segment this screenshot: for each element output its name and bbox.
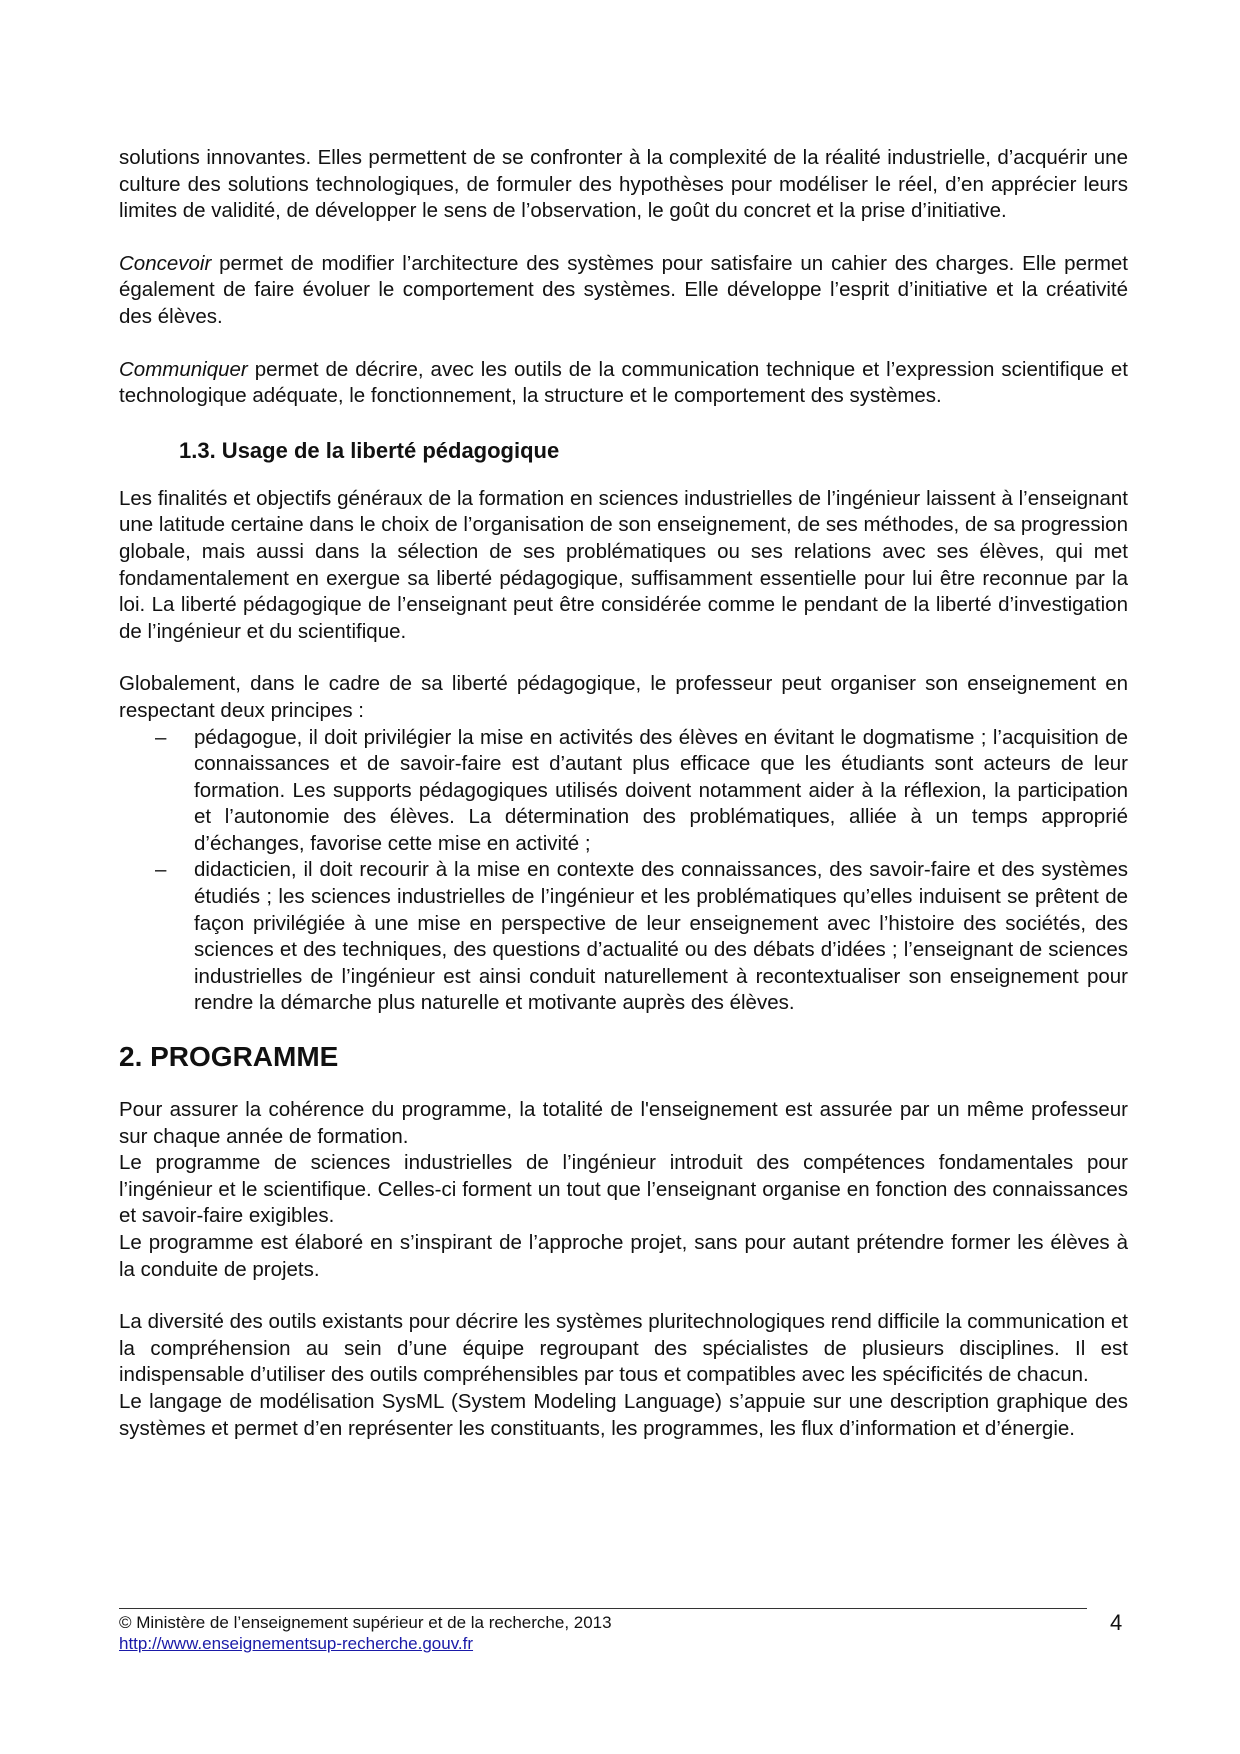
paragraph-concevoir [119,251,1128,331]
paragraph-sysml: Le langage de modélisation SysML (System Modeling Language) s’appuie sur une description graphique des systèmes et permet d’en représenter les constituants, les programmes, les flux d’information et d’énergie. [119,1389,1128,1440]
page-number: 4 [1110,1610,1123,1635]
footer-divider [119,1608,1087,1609]
paragraph-globalement: Globalement, dans le cadre de sa liberté pédagogique, le professeur peut organiser son enseignement en respectant deux principes : [119,672,1128,722]
paragraph-concevoir-text: permet de modifier l’architecture des systèmes pour satisfaire un cahier des charges. Elle permet également de faire évoluer le comportement des systèmes. Elle développe l’esprit d’initiative et la créativité des élèves. [119,251,1128,328]
paragraph-diversite: La diversité des outils existants pour décrire les systèmes pluritechnologiques rend difficile la communication et la compréhension au sein d’une équipe regroupant des spécialistes de plusieurs disciplines. Il est indispensable d’utiliser des outils compréhensibles par tous et compatibles avec les spécificités de chacun. [119,1310,1128,1387]
section-heading-1-3: 1.3. Usage de la liberté pédagogique [179,437,560,463]
footer-link[interactable]: http://www.enseignementsup-recherche.gouv.fr [119,1634,474,1653]
dash-bullet: – [155,858,167,882]
term-concevoir: Concevoir [119,251,212,275]
paragraph-coherence: Pour assurer la cohérence du programme, la totalité de l'enseignement est assurée par un même professeur sur chaque année de formation. [119,1098,1128,1148]
list-item [119,857,1128,1017]
principles-list [119,725,1128,1018]
term-communiquer: Communiquer [119,357,248,381]
paragraph-approche-projet: Le programme est élaboré en s’inspirant de l’approche projet, sans pour autant prétendre former les élèves à la conduite de projets. [119,1231,1128,1281]
footer-copyright: © Ministère de l’enseignement supérieur et de la recherche, 2013 [119,1613,612,1632]
page-body [119,145,1128,1442]
list-item-text: didacticien, il doit recourir à la mise en contexte des connaissances, des savoir-faire et des systèmes étudiés ; les sciences industrielles de l’ingénieur et les problématiques qu’elles induisent se prêtent de façon privilégiée à une mise en perspective de leur enseignement avec l’histoire des sociétés, des sciences et des techniques, des questions d’actualité ou des débats d’idées ; l’enseignant de sciences industrielles de l’ingénieur est ainsi conduit naturellement à recontextualiser son enseignement pour rendre la démarche plus naturelle et motivante auprès des élèves. [194,858,1128,1015]
paragraph-communiquer-text: permet de décrire, avec les outils de la communication technique et l’expression scientifique et technologique adéquate, le fonctionnement, la structure et le comportement des systèmes. [119,357,1128,408]
list-item-text: pédagogue, il doit privilégier la mise en activités des élèves en évitant le dogmatisme ; l’acquisition de connaissances et de savoir-faire est d’autant plus efficace que les étudiants sont acteurs de leur formation. Les supports pédagogiques utilisés doivent notamment aider à la réflexion, la participation et l’autonomie des élèves. La détermination des problématiques, alliée à un temps approprié d’échanges, favorise cette mise en activité ; [194,725,1128,855]
paragraph-solutions: solutions innovantes. Elles permettent de se confronter à la complexité de la réalité industrielle, d’acquérir une culture des solutions technologiques, de formuler des hypothèses pour modéliser le réel, d’en apprécier leurs limites de validité, de développer le sens de l’observation, le goût du concret et la prise d’initiative. [119,146,1128,223]
paragraph-competences: Le programme de sciences industrielles de l’ingénieur introduit des compétences fondamentales pour l’ingénieur et le scientifique. Celles-ci forment un tout que l’enseignant organise en fonction des connaissances et savoir-faire exigibles. [119,1151,1128,1228]
page-footer [119,1612,1128,1654]
section-heading-programme: 2. PROGRAMME [119,1041,339,1073]
paragraph-finalites: Les finalités et objectifs généraux de la formation en sciences industrielles de l’ingénieur laissent à l’enseignant une latitude certaine dans le choix de l’organisation de son enseignement, de ses méthodes, de sa progression globale, mais aussi dans la sélection de ses problématiques ou ses relations avec ses élèves, qui met fondamentalement en exergue sa liberté pédagogique, suffisamment essentielle pour lui être reconnue par la loi. La liberté pédagogique de l’enseignant peut être considérée comme le pendant de la liberté d’investigation de l’ingénieur et du scientifique. [119,486,1128,643]
paragraph-communiquer [119,357,1128,410]
list-item [119,725,1128,858]
dash-bullet: – [155,725,167,749]
